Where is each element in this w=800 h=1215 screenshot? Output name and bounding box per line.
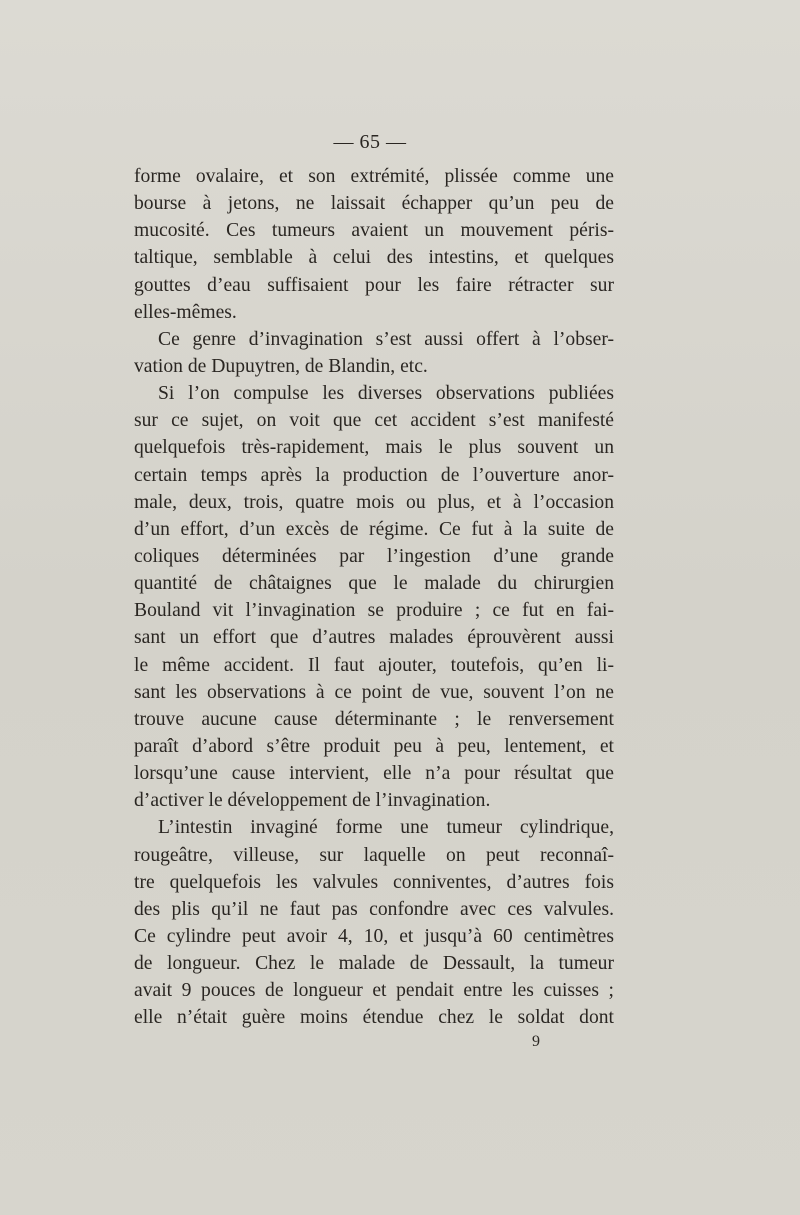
text-line: forme ovalaire, et son extrémité, plissée comme une (134, 166, 614, 187)
text-line: paraît d’abord s’être produit peu à peu, lentement, et (134, 735, 614, 757)
text-line: sant un effort que d’autres malades éprouvèrent aussi (134, 627, 614, 649)
text-line: Bouland vit l’invagination se produire ; ce fut en fai- (134, 600, 614, 622)
text-line: tre quelquefois les valvules conniventes, d’autres fois (134, 871, 614, 893)
text-line: male, deux, trois, quatre mois ou plus, et à l’occasion (134, 491, 614, 513)
text-line: certain temps après la production de l’ouverture anor- (134, 464, 614, 486)
text-line: gouttes d’eau suffisaient pour les faire rétracter sur (134, 274, 614, 296)
text-line: elles-mêmes. (134, 301, 237, 323)
text-line: quantité de châtaignes que le malade du chirurgien (134, 573, 614, 595)
text-line: le même accident. Il faut ajouter, toutefois, qu’en li- (134, 654, 614, 676)
text-line: sant les observations à ce point de vue, souvent l’on ne (134, 681, 614, 703)
text-line: d’activer le développement de l’invagination. (134, 790, 491, 812)
text-line: des plis qu’il ne faut pas confondre avec ces valvules. (134, 898, 614, 920)
text-line: vation de Dupuytren, de Blandin, etc. (134, 355, 428, 377)
text-line: de longueur. Chez le malade de Dessault, la tumeur (134, 953, 614, 975)
text-line: coliques déterminées par l’ingestion d’une grande (134, 545, 614, 567)
text-line: trouve aucune cause déterminante ; le renversement (134, 708, 614, 730)
text-line: taltique, semblable à celui des intestins, et quelques (134, 247, 614, 269)
text-line: bourse à jetons, ne laissait échapper qu’un peu de (134, 193, 614, 215)
text-line: Ce cylindre peut avoir 4, 10, et jusqu’à 60 centimètres (134, 925, 614, 947)
text-line: Si l’on compulse les diverses observations publiées (158, 383, 614, 405)
text-line: quelquefois très-rapidement, mais le plus souvent un (134, 437, 614, 459)
text-line: mucosité. Ces tumeurs avaient un mouvement péris- (134, 220, 614, 242)
text-line: sur ce sujet, on voit que cet accident s’est manifesté (134, 410, 614, 432)
text-line: d’un effort, d’un excès de régime. Ce fut à la suite de (134, 518, 614, 540)
text-line: elle n’était guère moins étendue chez le soldat dont (134, 1007, 614, 1029)
text-line: rougeâtre, villeuse, sur laquelle on peut reconnaî- (134, 844, 614, 866)
text-line: lorsqu’une cause intervient, elle n’a pour résultat que (134, 763, 614, 785)
text-line: Ce genre d’invagination s’est aussi offert à l’obser- (158, 328, 614, 350)
text-line: L’intestin invaginé forme une tumeur cylindrique, (158, 817, 614, 839)
page-number: — 65 — (333, 131, 407, 153)
signature-mark: 9 (532, 1033, 540, 1050)
body-text (134, 163, 614, 1032)
text-line: avait 9 pouces de longueur et pendait entre les cuisses ; (134, 980, 614, 1002)
